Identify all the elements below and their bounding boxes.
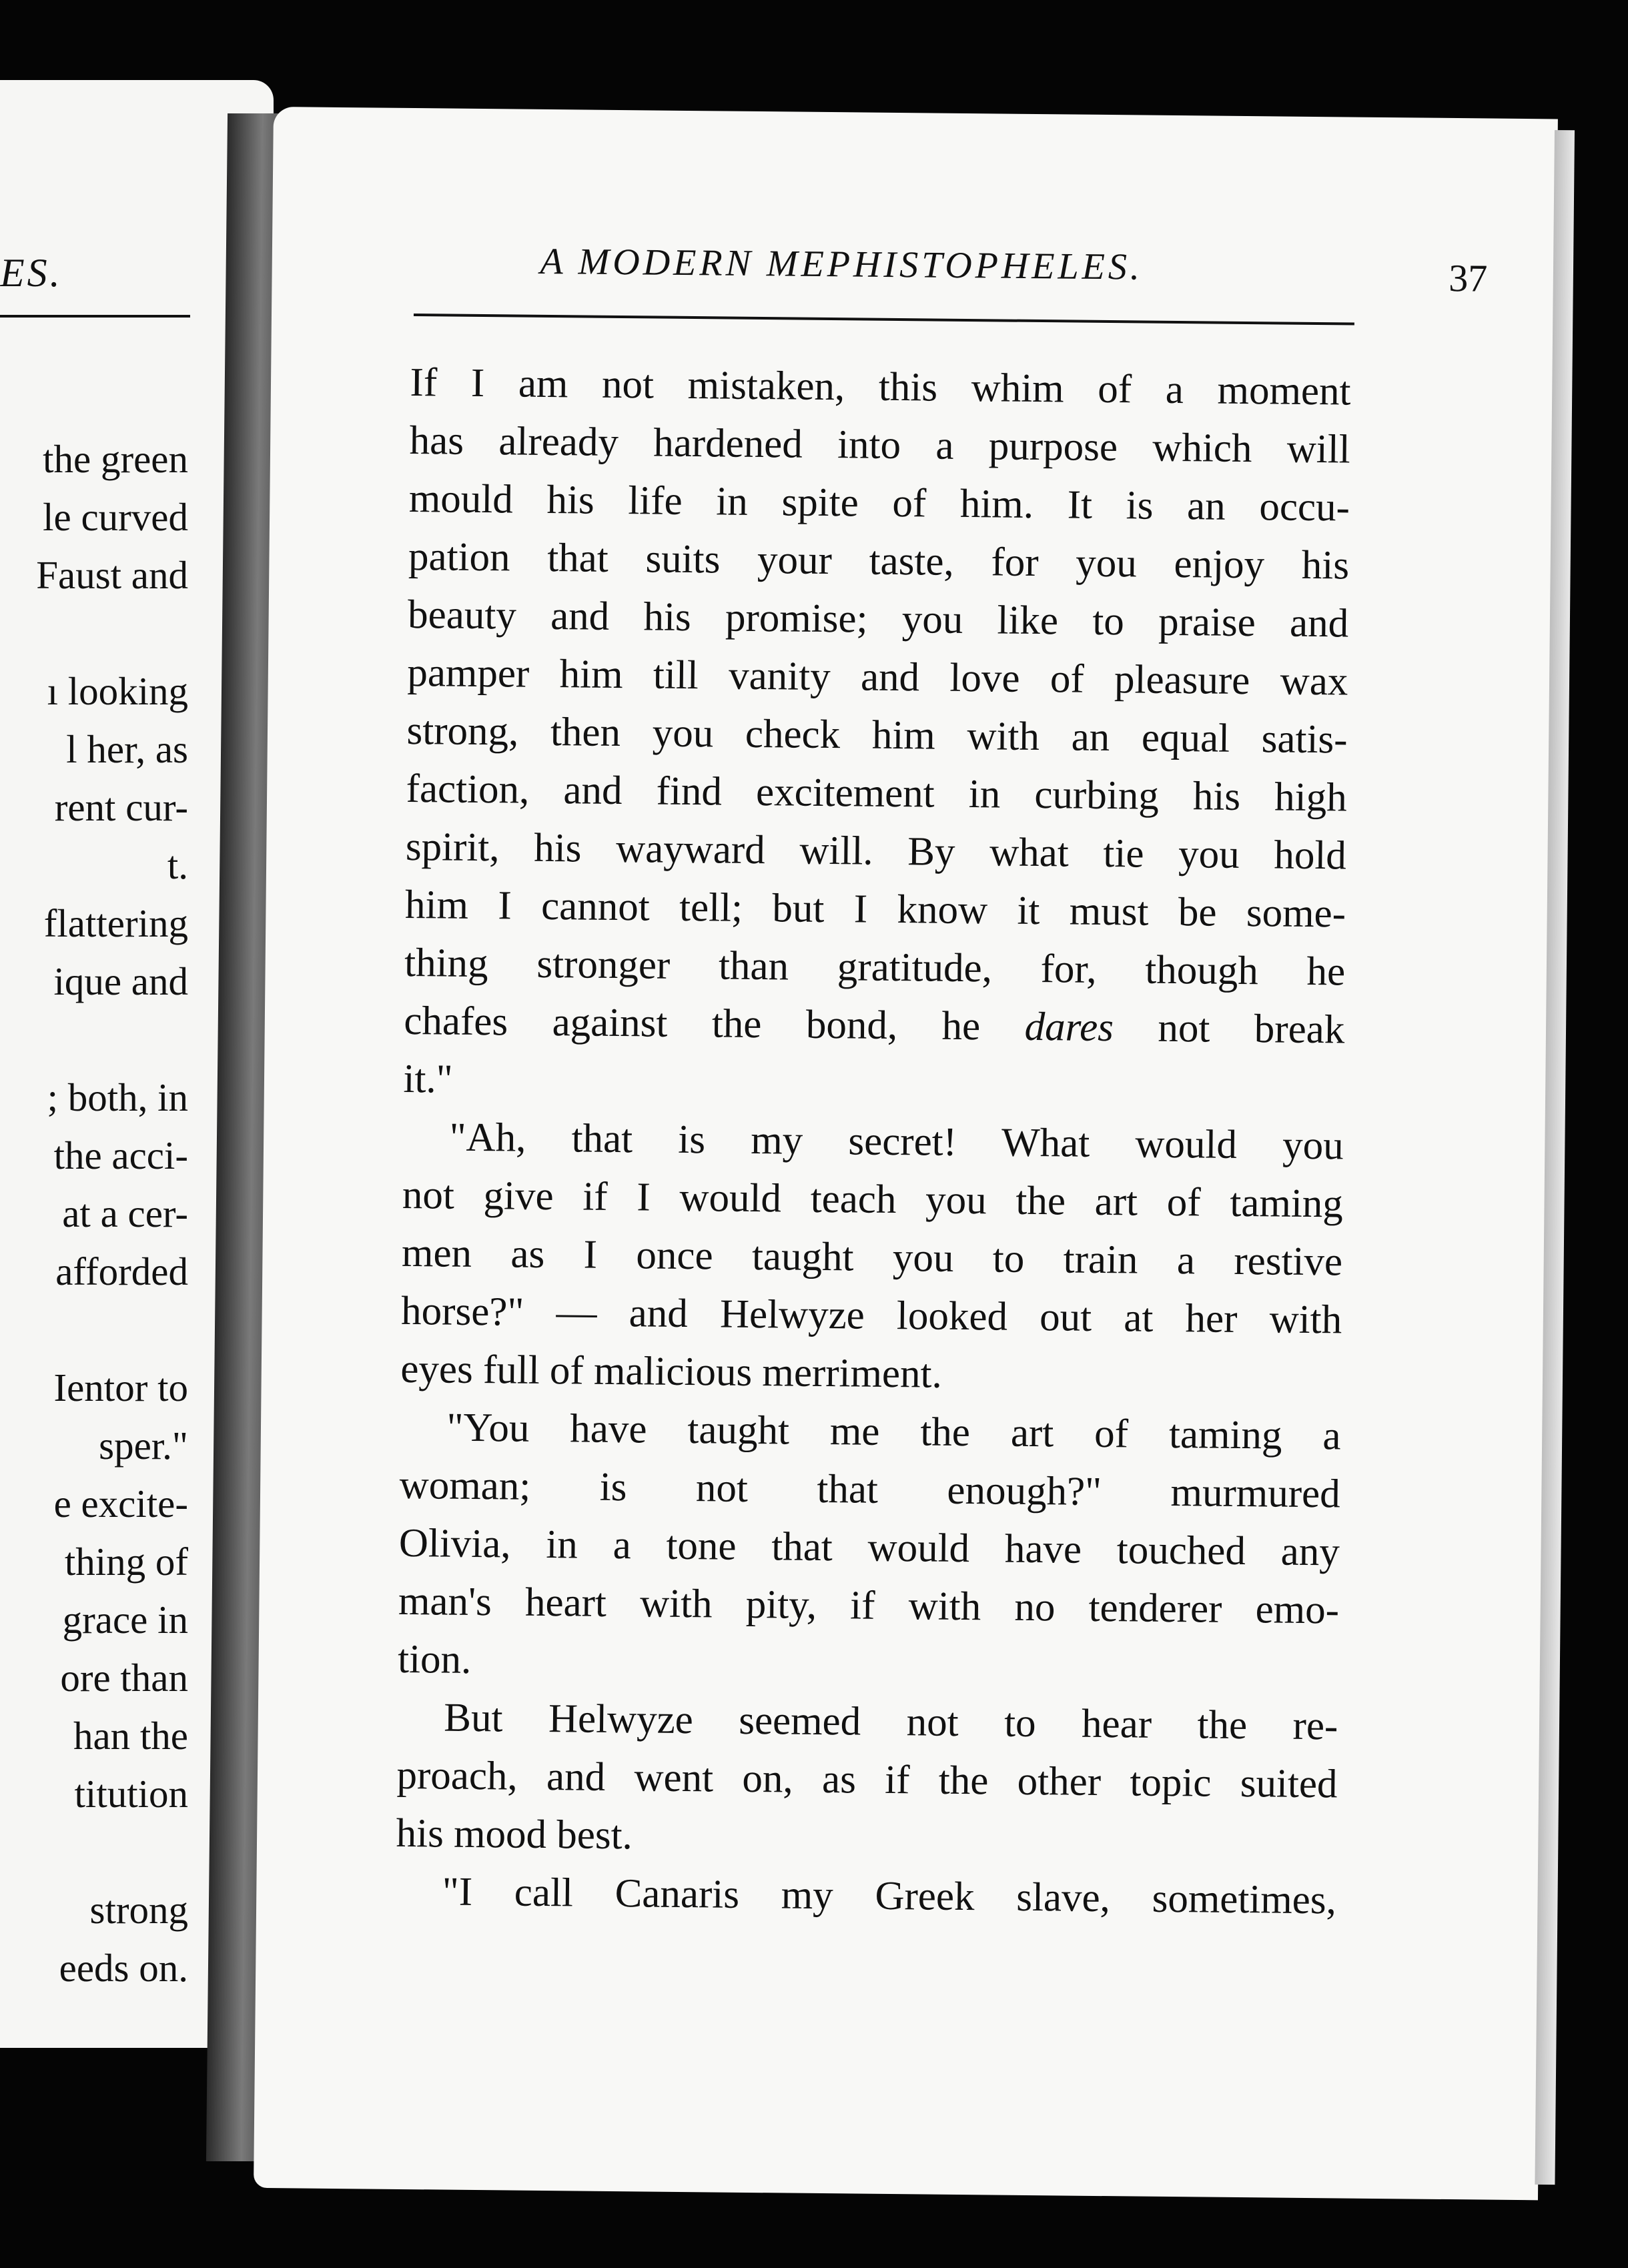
text-line: "Ah, that is my secret! What would you (449, 1115, 1344, 1169)
page-header (540, 227, 1488, 308)
text-line: proach, and went on, as if the other topic suited (396, 1752, 1338, 1807)
left-text-line: e excite- (53, 1482, 188, 1526)
left-text-line (0, 1011, 188, 1069)
text-line: "You have taught me the art of taming a (446, 1405, 1341, 1459)
text-line: his mood best. (396, 1810, 633, 1858)
text-line: If I am not mistaken, this whim of a moment (410, 360, 1351, 414)
left-text-line: han the (73, 1714, 188, 1758)
text-line: man's heart with pity, if with no tenderer emo- (398, 1578, 1340, 1633)
left-text-line: l her, as (66, 727, 188, 771)
left-text-line: strong (89, 1888, 188, 1932)
left-text-line (0, 1823, 188, 1881)
text-line: mould his life in spite of him. It is an occu- (408, 476, 1350, 530)
text-line: spirit, his wayward will. By what tie you hold (405, 824, 1347, 879)
text-line: pamper him till vanity and love of pleasure wax (407, 650, 1348, 704)
left-text-line: the acci- (53, 1133, 188, 1177)
left-running-head: ES. (0, 251, 63, 295)
text-line: woman; is not that enough?" murmured (399, 1462, 1340, 1517)
left-text-line: rent cur- (54, 785, 188, 829)
text-run: chafes against the bond, he (404, 998, 1025, 1049)
left-text-line: afforded (55, 1249, 188, 1293)
page-number: 37 (1449, 256, 1488, 300)
text-line: Olivia, in a tone that would have touched any (398, 1520, 1340, 1575)
body-text (395, 354, 1350, 1929)
left-page-text (0, 430, 188, 1997)
text-line: pation that suits your taste, for you enjoy his (408, 534, 1350, 588)
text-line: beauty and his promise; you like to praise and (407, 592, 1349, 646)
text-line: him I cannot tell; but I know it must be some- (404, 882, 1346, 937)
left-text-line: at a cer- (62, 1191, 188, 1235)
text-line: thing stronger than gratitude, for, though he (404, 940, 1346, 995)
left-text-line: titution (74, 1772, 188, 1816)
text-line: horse?" — and Helwyze looked out at her with (400, 1288, 1342, 1343)
text-line: But Helwyze seemed not to hear the re- (444, 1695, 1338, 1749)
left-text-line: le curved (43, 495, 188, 539)
text-line: has already hardened into a purpose which will (409, 418, 1351, 472)
left-text-line: ı looking (47, 669, 188, 713)
text-line: tion. (397, 1636, 472, 1682)
left-text-line: ique and (53, 959, 188, 1003)
left-text-line (0, 1301, 188, 1359)
text-line (404, 992, 1345, 1059)
left-text-line: ore than (60, 1656, 188, 1700)
left-text-line (0, 604, 188, 662)
text-line: men as I once taught you to train a restive (401, 1230, 1343, 1285)
italic-word: dares (1024, 1004, 1114, 1051)
text-line: eyes full of malicious merriment. (400, 1346, 943, 1397)
left-text-line: eeds on. (59, 1946, 188, 1990)
text-line: "I call Canaris my Greek slave, sometimes, (442, 1869, 1337, 1923)
text-line: faction, and find excitement in curbing his high (406, 766, 1347, 820)
text-line: strong, then you check him with an equal satis- (406, 708, 1348, 762)
left-text-line: t. (167, 843, 188, 887)
text-line: it." (403, 1056, 453, 1102)
left-text-line: sper." (99, 1424, 188, 1468)
left-text-line: Faust and (36, 553, 188, 597)
left-text-line: Ientor to (53, 1365, 188, 1409)
left-text-line: ; both, in (47, 1075, 188, 1119)
left-text-line: grace in (62, 1598, 188, 1642)
running-head: A MODERN MEPHISTOPHELES. (540, 240, 1144, 288)
left-text-line: the green (43, 437, 188, 481)
left-text-line: flattering (43, 901, 188, 945)
text-run: not break (1113, 1005, 1345, 1053)
left-header-rule (0, 315, 190, 318)
text-line: not give if I would teach you the art of taming (402, 1172, 1344, 1227)
left-text-line: thing of (64, 1540, 188, 1584)
